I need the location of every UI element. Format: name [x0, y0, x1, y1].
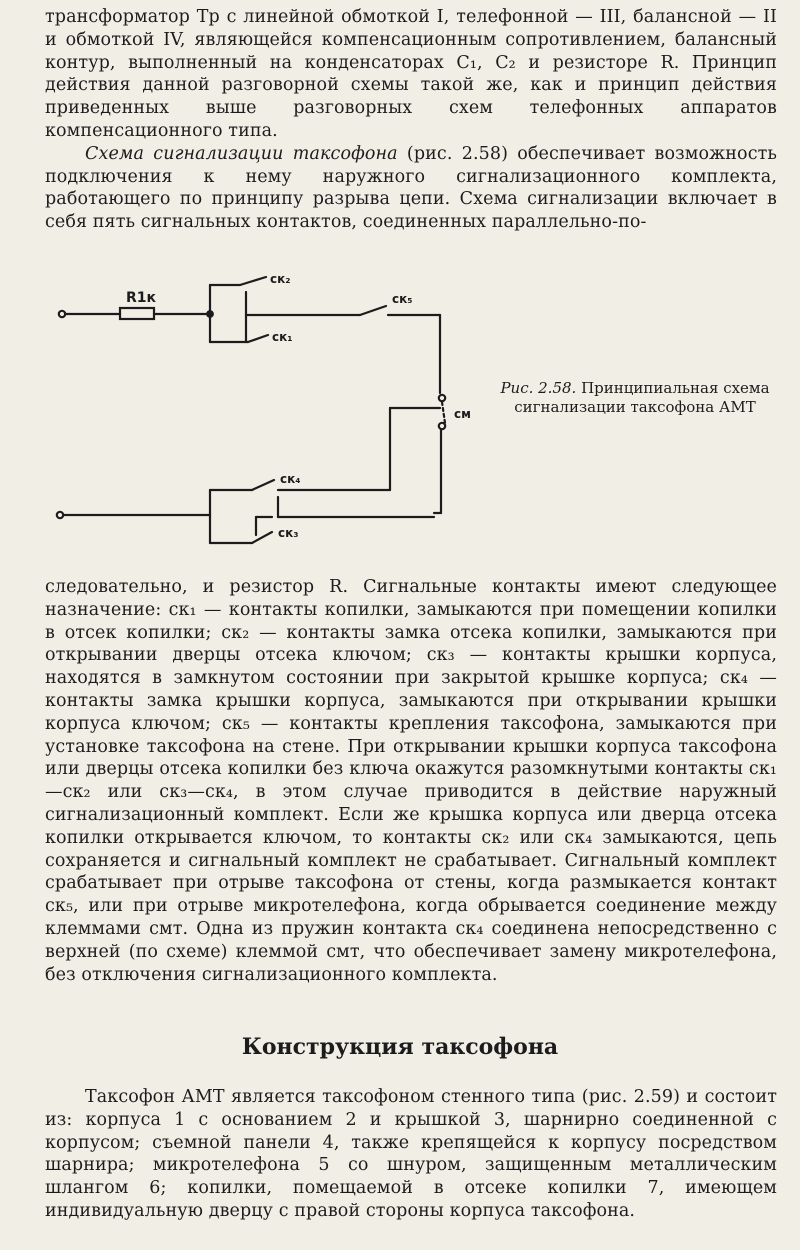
- paragraph-construction: [45, 1086, 777, 1223]
- resistor-symbol: [120, 308, 154, 319]
- label-sm: см: [454, 407, 471, 421]
- paragraph-signaling-text: (рис. 2.58) обеспечивает возможность подключения к нему наружного сигнализационного комплекта, работающего по принципу разрыва цепи. Схема сигнализации включает в себя пять сигнальных контактов, соединенных параллельно-по-: [45, 143, 778, 233]
- paragraph-contacts: следовательно, и резистор R. Сигнальные контакты имеют следующее назначение: ск₁ — контакты копилки, замыкаются при помещении копилки в отсек копилки; ск₂ — контакты замка отсека копилки, замыкаются при открывании дверцы отсека ключом; ск₃ — контакты крышки корпуса, находятся в замкнутом состоянии при закрытой крышке корпуса; ск₄ — контакты замка крышки корпуса, замыкаются при открывании крышки корпуса ключом; ск₅ — контакты крепления таксофона, замыкаются при установке таксофона на стене. При открывании крышки корпуса таксофона или дверцы отсека копилки без ключа окажутся разомкнутыми контакты ск₁—ск₂ или ск₃—ск₄, в этом случае приводится в действие наружный сигнализационный комплект. Если же крышка корпуса или дверца отсека копилки открывается ключом, то контакты ск₂ или ск₄ замыкаются, цепь сохраняется и сигнальный комплект не срабатывает. Сигнальный комплект срабатывает при отрыве таксофона от стены, когда размыкается контакт ск₅, или при отрыве микротелефона, когда обрывается соединение между клеммами смт. Одна из пружин контакта ск₄ соединена непосредственно с верхней (по схеме) клеммой смт, что обеспечивает замену микротелефона, без отключения сигнализационного комплекта.: [45, 577, 777, 985]
- label-sk2: ск₂: [270, 272, 291, 286]
- contact-sk5-blade: [360, 306, 386, 315]
- paragraph-amt-description: Таксофон АМТ является таксофоном стенного типа (рис. 2.59) и состоит из: корпуса 1 с основанием 2 и крышкой 3, шарнирно соединенной с корпусом; съемной панели 4, также крепящейся к корпусу посредством шарнира; микротелефона 5 со шнуром, защищенным металлическим шлангом 6; копилки, помещаемой в отсеке копилки 7, имеющем индивидуальную дверцу с правой стороны корпуса таксофона.: [45, 1087, 777, 1221]
- label-resistor: R1к: [126, 290, 157, 306]
- paragraph-top: [45, 6, 777, 234]
- paragraph-transformer: трансформатор Тр с линейной обмоткой I, телефонной — III, балансной — II и обмоткой IV, являющейся компенсационным сопротивлением, балансный контур, выполненный на конденсаторах C₁, C₂ и резисторе R. Принцип действия данной разговорной схемы такой же, как и принцип действия приведенных выше разговорных схем телефонных аппаратов компенсационного типа.: [45, 7, 777, 141]
- caption-label: Рис. 2.58.: [500, 379, 577, 397]
- contact-sk1-blade: [248, 335, 268, 342]
- contact-sk4-blade: [252, 480, 274, 490]
- caption-text: Принципиальная схема сигнализации таксофона АМТ: [514, 379, 770, 416]
- terminal-sm-bottom: [439, 423, 445, 429]
- signaling-circuit-diagram: [40, 265, 480, 555]
- term-signaling-scheme: Схема сигнализации таксофона: [85, 143, 398, 164]
- paragraph-signaling-scheme: [45, 143, 777, 234]
- label-sk1: ск₁: [272, 330, 293, 344]
- figure-caption: [490, 379, 780, 417]
- section-heading: Конструкция таксофона: [241, 1034, 559, 1060]
- label-sk4: ск₄: [280, 472, 301, 486]
- contact-sk2-blade: [240, 277, 266, 285]
- terminal-sm-top: [439, 395, 445, 401]
- label-sk5: ск₅: [392, 292, 413, 306]
- paragraph-bottom: [45, 576, 777, 986]
- label-sk3: ск₃: [278, 526, 299, 540]
